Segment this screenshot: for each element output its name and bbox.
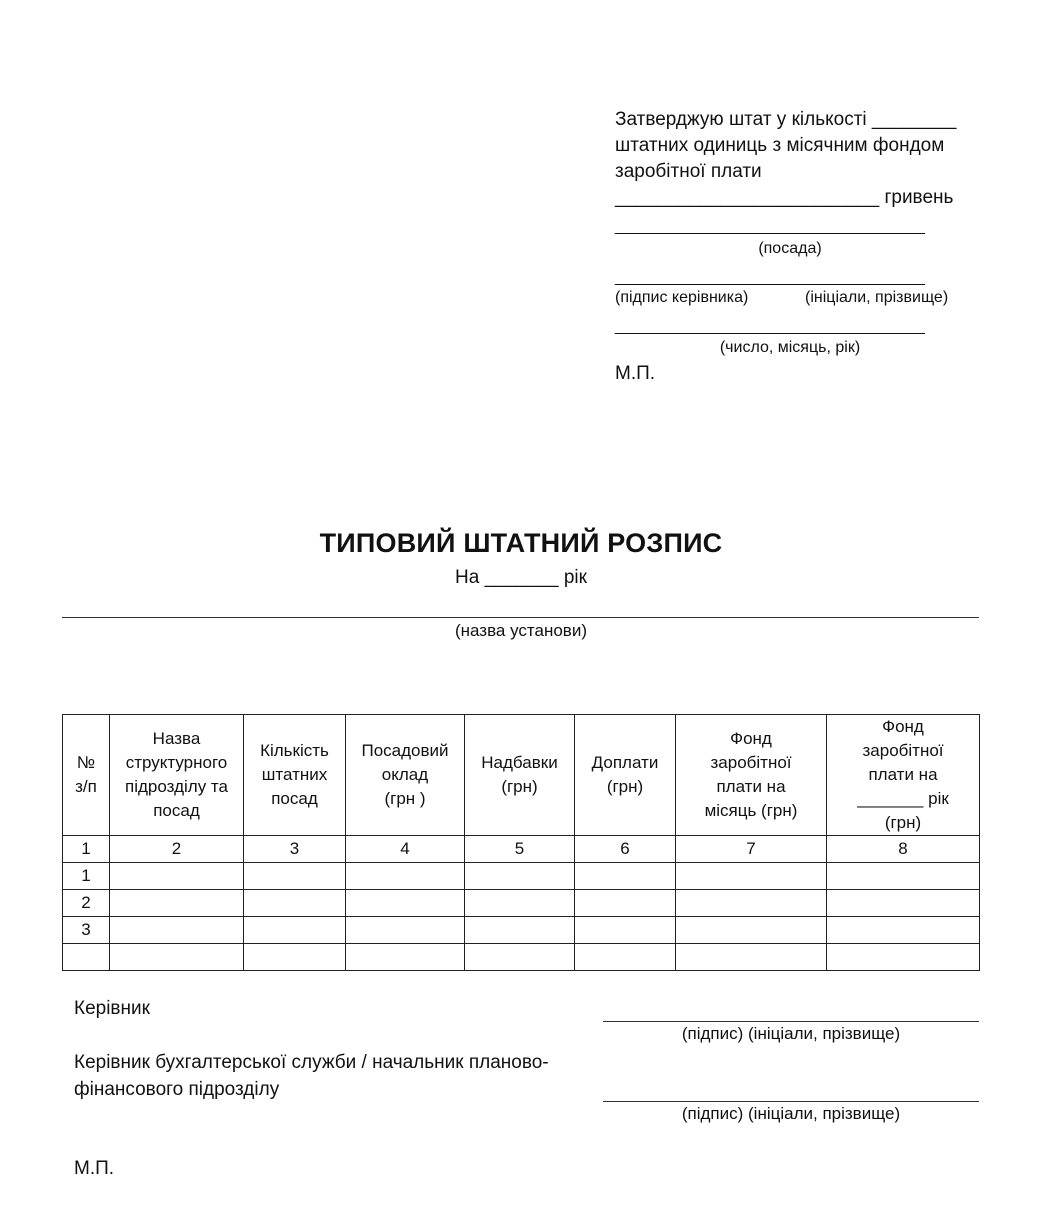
accountant-signature-line xyxy=(603,1101,979,1102)
table-cell xyxy=(244,917,346,944)
footer-stamp: М.П. xyxy=(74,1158,115,1179)
table-cell xyxy=(244,890,346,917)
column-header-annual-fund: Фонд заробітної плати на _______ рік (грн) xyxy=(827,715,980,836)
column-header-bonuses: Надбавки (грн) xyxy=(465,715,575,836)
approval-staff-count: Затверджую штат у кількості ________ xyxy=(615,109,957,130)
table-row xyxy=(63,890,980,917)
table-cell xyxy=(110,917,244,944)
row-number: 3 xyxy=(63,917,110,944)
table-cell xyxy=(465,917,575,944)
column-header-allowances: Доплати (грн) xyxy=(575,715,676,836)
approval-date-caption: (число, місяць, рік) xyxy=(719,339,861,356)
table-cell xyxy=(575,944,676,971)
table-cell xyxy=(827,863,980,890)
organization-name-line xyxy=(62,617,979,618)
approval-salary-label: заробітної плати xyxy=(615,161,762,182)
table-cell xyxy=(465,890,575,917)
table-cell xyxy=(676,944,827,971)
document-title: ТИПОВИЙ ШТАТНИЙ РОЗПИС xyxy=(319,528,723,558)
approval-hryvnia-line: _________________________ гривень xyxy=(615,187,954,208)
row-number xyxy=(63,944,110,971)
table-cell xyxy=(676,890,827,917)
column-header-positions-count: Кількість штатних посад xyxy=(244,715,346,836)
head-signature-caption: (підпис) (ініціали, прізвище) xyxy=(681,1024,901,1043)
approval-position-caption: (посада) xyxy=(758,240,822,257)
table-cell xyxy=(244,863,346,890)
table-row xyxy=(63,863,980,890)
table-cell xyxy=(346,863,465,890)
table-cell xyxy=(346,944,465,971)
head-signature-line xyxy=(603,1021,979,1022)
column-number: 2 xyxy=(110,836,244,863)
head-signature-label: Керівник xyxy=(74,998,150,1019)
column-header-unit-name: Назва структурного підрозділу та посад xyxy=(110,715,244,836)
column-number-row xyxy=(63,836,980,863)
column-header-salary: Посадовий оклад (грн ) xyxy=(346,715,465,836)
table-cell xyxy=(110,890,244,917)
table-cell xyxy=(110,863,244,890)
table-cell xyxy=(575,863,676,890)
table-cell xyxy=(676,917,827,944)
column-header-monthly-fund: Фонд заробітної плати на місяць (грн) xyxy=(676,715,827,836)
table-cell xyxy=(575,917,676,944)
row-number: 1 xyxy=(63,863,110,890)
organization-caption: (назва установи) xyxy=(454,621,587,640)
approval-position-blank: ____________________________________ xyxy=(615,218,925,235)
table-cell xyxy=(827,944,980,971)
approval-date-blank: ____________________________________ xyxy=(615,318,925,335)
table-cell xyxy=(244,944,346,971)
column-header-number: № з/п xyxy=(63,715,110,836)
approval-signature-blank: ____________________________________ xyxy=(615,269,925,286)
table-row xyxy=(63,917,980,944)
table-cell xyxy=(827,917,980,944)
column-number: 1 xyxy=(63,836,110,863)
table-cell xyxy=(465,944,575,971)
approval-initials-caption: (ініціали, прізвище) xyxy=(805,289,949,306)
year-line: На _______ рік xyxy=(455,567,587,588)
table-row xyxy=(63,944,980,971)
row-number: 2 xyxy=(63,890,110,917)
table-cell xyxy=(575,890,676,917)
table-cell xyxy=(827,890,980,917)
table-cell xyxy=(465,863,575,890)
column-number: 8 xyxy=(827,836,980,863)
table-cell xyxy=(110,944,244,971)
column-number: 7 xyxy=(676,836,827,863)
column-number: 3 xyxy=(244,836,346,863)
column-number: 5 xyxy=(465,836,575,863)
approval-monthly-fund: штатних одиниць з місячним фондом xyxy=(615,135,945,156)
accountant-label-line1: Керівник бухгалтерської служби / начальник планово- xyxy=(74,1052,549,1073)
approval-stamp: М.П. xyxy=(615,363,656,384)
accountant-signature-caption: (підпис) (ініціали, прізвище) xyxy=(681,1104,901,1123)
table-cell xyxy=(346,890,465,917)
staff-schedule-table xyxy=(62,714,980,971)
column-number: 4 xyxy=(346,836,465,863)
table-header-row xyxy=(63,715,980,836)
approval-signature-caption: (підпис керівника) xyxy=(615,289,749,306)
table-cell xyxy=(676,863,827,890)
table-cell xyxy=(346,917,465,944)
accountant-label-line2: фінансового підрозділу xyxy=(74,1079,280,1100)
column-number: 6 xyxy=(575,836,676,863)
